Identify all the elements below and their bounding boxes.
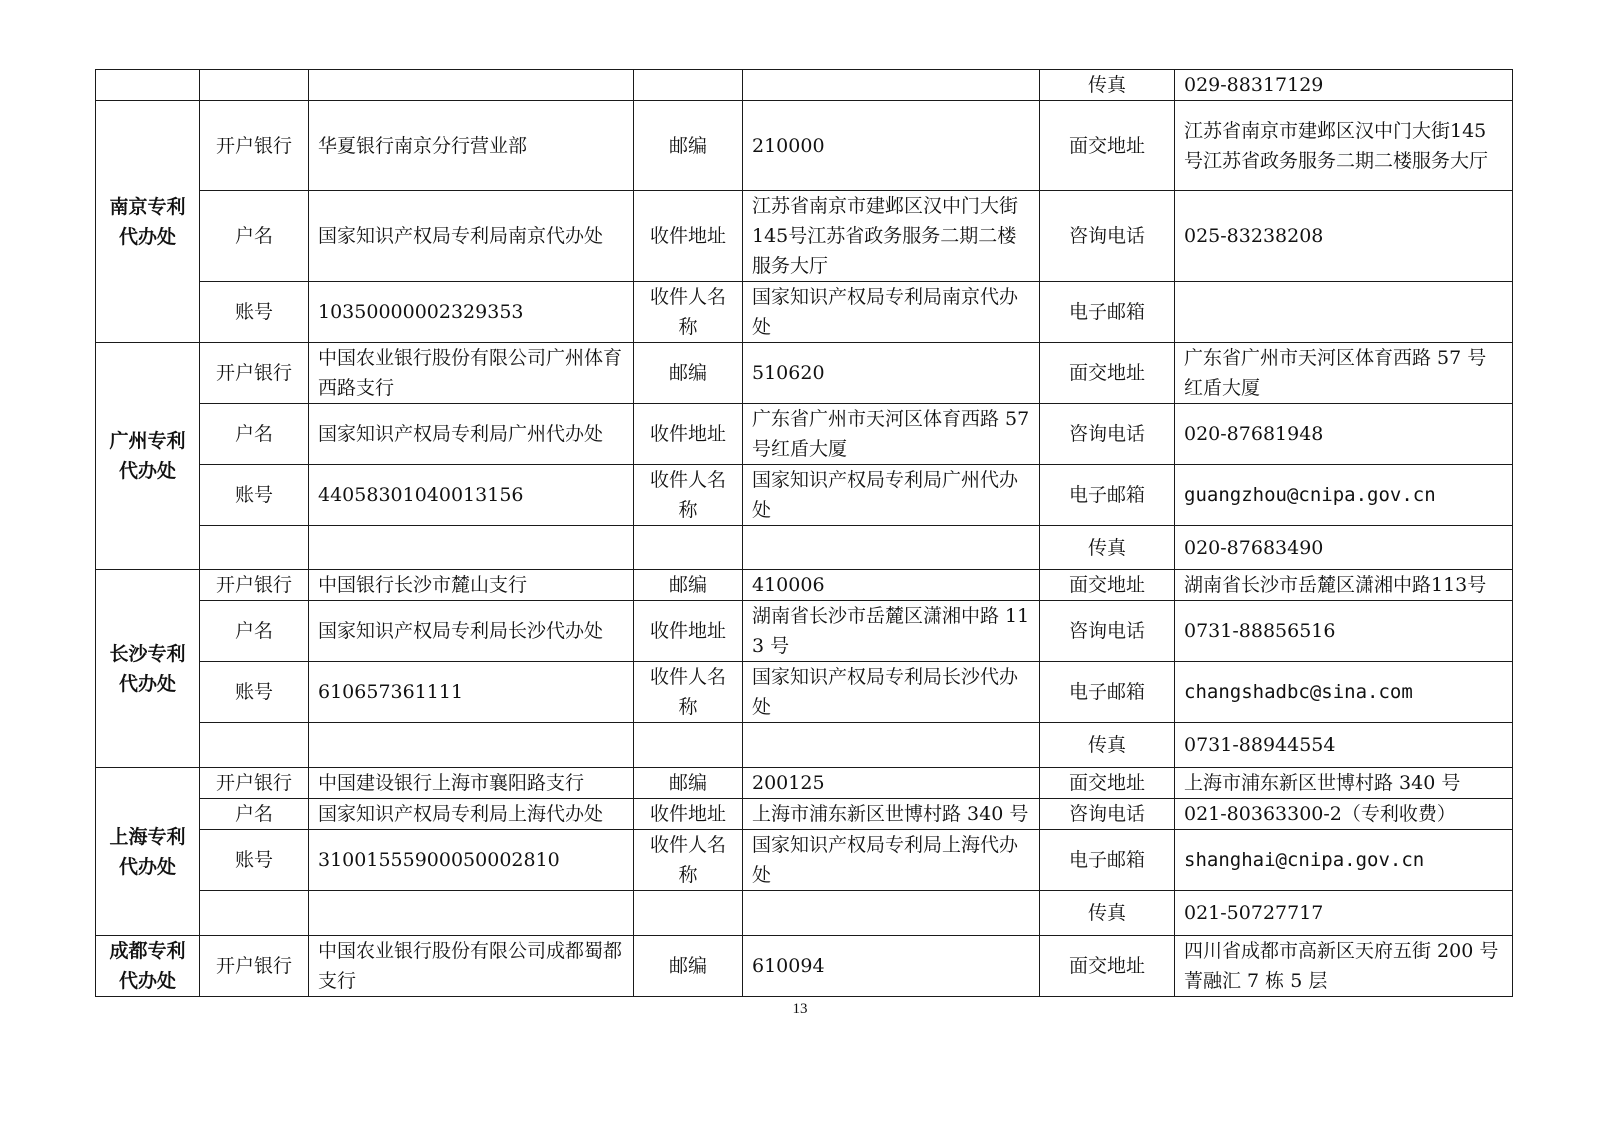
postcode-value: 200125 <box>743 768 1040 799</box>
postcode-label: 邮编 <box>634 343 743 404</box>
mail-address-value: 湖南省长沙市岳麓区潇湘中路 113 号 <box>743 601 1040 662</box>
table-row <box>96 282 1513 343</box>
table-row <box>96 343 1513 404</box>
office-name-changsha: 长沙专利代办处 <box>96 570 200 768</box>
phone-value: 0731-88856516 <box>1175 601 1513 662</box>
phone-label: 咨询电话 <box>1040 191 1175 282</box>
account-no-value: 610657361111 <box>309 662 634 723</box>
postcode-value: 410006 <box>743 570 1040 601</box>
empty-cell <box>743 723 1040 768</box>
account-no-value: 44058301040013156 <box>309 465 634 526</box>
empty-cell <box>634 723 743 768</box>
empty-cell <box>743 526 1040 570</box>
postcode-label: 邮编 <box>634 936 743 997</box>
table-row <box>96 526 1513 570</box>
email-value: changshadbc@sina.com <box>1175 662 1513 723</box>
visit-address-label: 面交地址 <box>1040 936 1175 997</box>
fax-value: 029-88317129 <box>1175 70 1513 101</box>
mail-address-value: 广东省广州市天河区体育西路 57 号红盾大厦 <box>743 404 1040 465</box>
empty-cell <box>743 891 1040 936</box>
visit-address-label: 面交地址 <box>1040 768 1175 799</box>
empty-cell <box>634 891 743 936</box>
account-no-label: 账号 <box>200 465 309 526</box>
empty-cell <box>634 526 743 570</box>
visit-address-label: 面交地址 <box>1040 101 1175 191</box>
recipient-label: 收件人名称 <box>634 282 743 343</box>
visit-address-value: 湖南省长沙市岳麓区潇湘中路113号 <box>1175 570 1513 601</box>
postcode-label: 邮编 <box>634 101 743 191</box>
table-row <box>96 799 1513 830</box>
visit-address-value: 广东省广州市天河区体育西路 57 号红盾大厦 <box>1175 343 1513 404</box>
phone-value: 020-87681948 <box>1175 404 1513 465</box>
phone-value: 025-83238208 <box>1175 191 1513 282</box>
page-number: 13 <box>792 1001 808 1017</box>
email-value <box>1175 282 1513 343</box>
account-no-value: 10350000002329353 <box>309 282 634 343</box>
email-value: shanghai@cnipa.gov.cn <box>1175 830 1513 891</box>
recipient-label: 收件人名称 <box>634 465 743 526</box>
email-label: 电子邮箱 <box>1040 465 1175 526</box>
fax-value: 0731-88944554 <box>1175 723 1513 768</box>
account-name-value: 国家知识产权局专利局上海代办处 <box>309 799 634 830</box>
bank-label: 开户银行 <box>200 936 309 997</box>
visit-address-label: 面交地址 <box>1040 343 1175 404</box>
table-row <box>96 601 1513 662</box>
recipient-value: 国家知识产权局专利局长沙代办处 <box>743 662 1040 723</box>
mail-address-label: 收件地址 <box>634 601 743 662</box>
bank-value: 中国建设银行上海市襄阳路支行 <box>309 768 634 799</box>
phone-label: 咨询电话 <box>1040 404 1175 465</box>
table-row <box>96 662 1513 723</box>
table-row <box>96 830 1513 891</box>
recipient-value: 国家知识产权局专利局南京代办处 <box>743 282 1040 343</box>
empty-cell <box>743 70 1040 101</box>
empty-cell <box>96 70 200 101</box>
patent-office-table <box>95 69 1513 997</box>
email-value: guangzhou@cnipa.gov.cn <box>1175 465 1513 526</box>
fax-value: 021-50727717 <box>1175 891 1513 936</box>
bank-value: 华夏银行南京分行营业部 <box>309 101 634 191</box>
empty-cell <box>309 891 634 936</box>
visit-address-value: 上海市浦东新区世博村路 340 号 <box>1175 768 1513 799</box>
email-label: 电子邮箱 <box>1040 282 1175 343</box>
bank-value: 中国农业银行股份有限公司广州体育西路支行 <box>309 343 634 404</box>
bank-value: 中国农业银行股份有限公司成都蜀都支行 <box>309 936 634 997</box>
visit-address-value: 江苏省南京市建邺区汉中门大街145号江苏省政务服务二期二楼服务大厅 <box>1175 101 1513 191</box>
bank-label: 开户银行 <box>200 343 309 404</box>
empty-cell <box>634 70 743 101</box>
table-row <box>96 723 1513 768</box>
table-row <box>96 570 1513 601</box>
account-name-value: 国家知识产权局专利局南京代办处 <box>309 191 634 282</box>
postcode-label: 邮编 <box>634 768 743 799</box>
account-no-value: 31001555900050002810 <box>309 830 634 891</box>
table-row <box>96 101 1513 191</box>
empty-cell <box>309 526 634 570</box>
mail-address-label: 收件地址 <box>634 799 743 830</box>
bank-value: 中国银行长沙市麓山支行 <box>309 570 634 601</box>
office-name-shanghai: 上海专利代办处 <box>96 768 200 936</box>
postcode-value: 210000 <box>743 101 1040 191</box>
table-row <box>96 768 1513 799</box>
postcode-value: 610094 <box>743 936 1040 997</box>
empty-cell <box>309 723 634 768</box>
fax-label: 传真 <box>1040 526 1175 570</box>
bank-label: 开户银行 <box>200 768 309 799</box>
account-name-value: 国家知识产权局专利局长沙代办处 <box>309 601 634 662</box>
table-row <box>96 70 1513 101</box>
mail-address-value: 江苏省南京市建邺区汉中门大街145号江苏省政务服务二期二楼服务大厅 <box>743 191 1040 282</box>
phone-label: 咨询电话 <box>1040 601 1175 662</box>
fax-value: 020-87683490 <box>1175 526 1513 570</box>
visit-address-label: 面交地址 <box>1040 570 1175 601</box>
recipient-value: 国家知识产权局专利局上海代办处 <box>743 830 1040 891</box>
table-row <box>96 891 1513 936</box>
account-no-label: 账号 <box>200 830 309 891</box>
account-name-value: 国家知识产权局专利局广州代办处 <box>309 404 634 465</box>
recipient-value: 国家知识产权局专利局广州代办处 <box>743 465 1040 526</box>
account-name-label: 户名 <box>200 191 309 282</box>
phone-label: 咨询电话 <box>1040 799 1175 830</box>
fax-label: 传真 <box>1040 70 1175 101</box>
empty-cell <box>200 723 309 768</box>
account-name-label: 户名 <box>200 404 309 465</box>
email-label: 电子邮箱 <box>1040 662 1175 723</box>
account-no-label: 账号 <box>200 282 309 343</box>
email-label: 电子邮箱 <box>1040 830 1175 891</box>
table-row <box>96 936 1513 997</box>
mail-address-value: 上海市浦东新区世博村路 340 号 <box>743 799 1040 830</box>
mail-address-label: 收件地址 <box>634 191 743 282</box>
account-name-label: 户名 <box>200 601 309 662</box>
office-name-chengdu: 成都专利代办处 <box>96 936 200 997</box>
bank-label: 开户银行 <box>200 570 309 601</box>
phone-value: 021-80363300-2（专利收费） <box>1175 799 1513 830</box>
bank-label: 开户银行 <box>200 101 309 191</box>
fax-label: 传真 <box>1040 723 1175 768</box>
mail-address-label: 收件地址 <box>634 404 743 465</box>
account-no-label: 账号 <box>200 662 309 723</box>
empty-cell <box>200 70 309 101</box>
table-row <box>96 465 1513 526</box>
postcode-value: 510620 <box>743 343 1040 404</box>
recipient-label: 收件人名称 <box>634 662 743 723</box>
office-name-nanjing: 南京专利代办处 <box>96 101 200 343</box>
recipient-label: 收件人名称 <box>634 830 743 891</box>
fax-label: 传真 <box>1040 891 1175 936</box>
office-name-guangzhou: 广州专利代办处 <box>96 343 200 570</box>
visit-address-value: 四川省成都市高新区天府五街 200 号菁融汇 7 栋 5 层 <box>1175 936 1513 997</box>
postcode-label: 邮编 <box>634 570 743 601</box>
table-row <box>96 404 1513 465</box>
table-row <box>96 191 1513 282</box>
empty-cell <box>200 891 309 936</box>
account-name-label: 户名 <box>200 799 309 830</box>
empty-cell <box>309 70 634 101</box>
empty-cell <box>200 526 309 570</box>
